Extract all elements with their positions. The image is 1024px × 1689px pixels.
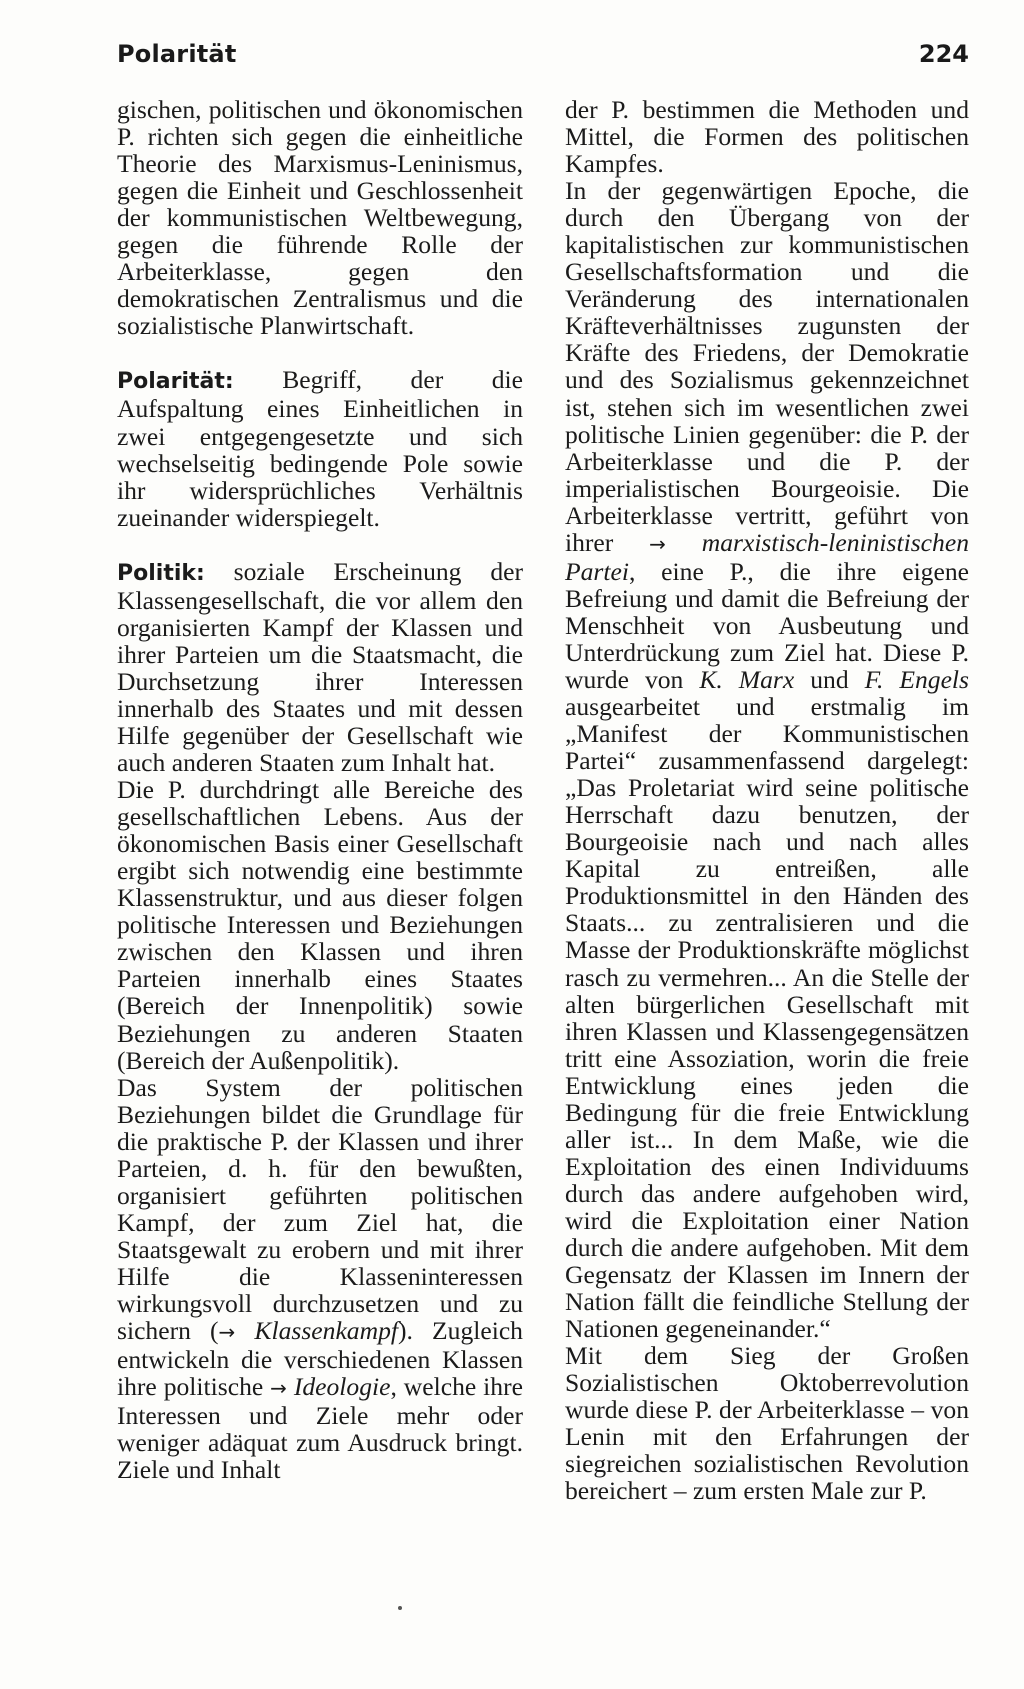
right-column bbox=[565, 96, 969, 1504]
cross-reference-arrow-icon: → bbox=[270, 1376, 287, 1401]
cross-reference-engels[interactable]: F. Engels bbox=[864, 664, 970, 694]
cross-reference-partei[interactable]: marxistisch-leninistischen Partei bbox=[565, 527, 969, 586]
running-head-title: Polarität bbox=[117, 40, 237, 68]
text-segment: Das System der politischen Beziehungen bildet die Grundlage für die praktische P. der Klassen und ihrer Parteien, d. h. für den bewußten, organisiert geführten politischen Kampf, der zum Ziel hat, die Staatsgewalt zu erobern und mit ihrer Hilfe die Klasseninteressen wirkungsvoll durchzusetzen und zu sichern ( bbox=[117, 1072, 523, 1346]
text-segment: und bbox=[794, 664, 865, 694]
right-paragraph-1: der P. bestimmen die Methoden und Mittel, die Formen des politischen Kampfes. bbox=[565, 95, 969, 179]
cross-reference-klassenkampf[interactable]: Klassenkampf bbox=[254, 1316, 398, 1346]
cross-reference-arrow-icon: → bbox=[218, 1320, 236, 1345]
print-speck bbox=[398, 1606, 402, 1610]
running-head bbox=[117, 40, 969, 80]
text-segment: ). Zugleich entwickeln die verschiedenen Klassen ihre politische bbox=[117, 1316, 523, 1402]
entry-term-polaritaet: Polarität: bbox=[117, 369, 234, 395]
politik-paragraph-2: Die P. durchdringt alle Bereiche des gesellschaftlichen Lebens. Aus der ökonomischen Basis einer Gesellschaft ergibt sich notwendig eine bestimmte Klassenstruktur, und aus dieser folgen politische Interessen und Beziehungen zwischen den Klassen und ihren Parteien innerhalb eines Staates (Bereich der Innenpolitik) sowie Beziehungen zu anderen Staaten (Bereich der Außenpolitik). bbox=[117, 775, 523, 1075]
entry-polaritaet bbox=[117, 366, 523, 530]
cross-reference-arrow-icon: → bbox=[649, 531, 666, 556]
cross-reference-marx[interactable]: K. Marx bbox=[699, 664, 795, 694]
text-segment: ausgearbeitet und erstmalig im „Manifest der Kommunistischen Partei“ zusammenfassend dargelegt: „Das Proletariat wird seine politische Herrschaft dazu benutzen, der Bourgeoisie nach und nach alles Kapital zu entreißen, alle Produktionsmittel in den Händen des Staats... zu zentralisieren und die Masse der Produktionskräfte möglichst rasch zu vermehren... An die Stelle der alten bürgerlichen Gesellschaft mit ihren Klassen und Klassengegensätzen tritt eine Assoziation, worin die freie Entwicklung eines jeden die Bedingung für die freie Entwicklung aller ist... In dem Maße, wie die Exploitation des einen Individuums durch das andere aufgehoben wird, wird die Exploitation einer Nation durch die andere aufgehoben. Mit dem Gegensatz der Klassen im Innern der Nation fällt die feindliche Stellung der Nationen gegeneinander.“ bbox=[565, 692, 969, 1344]
cross-reference-ideologie[interactable]: Ideologie bbox=[293, 1372, 391, 1402]
right-paragraph-3: Mit dem Sieg der Großen Sozialistischen Oktoberrevolution wurde diese P. der Arbeiterklasse – von Lenin mit den Erfahrungen der siegreichen sozialistischen Revolution bereichert – zum ersten Male zur P. bbox=[565, 1341, 969, 1506]
page-number: 224 bbox=[918, 40, 969, 68]
entry-politik bbox=[117, 558, 523, 776]
right-paragraph-2 bbox=[565, 177, 969, 1342]
text-segment: , welche ihre Interessen und Ziele mehr oder weniger adäquat zum Ausdruck bringt. Ziele und Inhalt bbox=[117, 1372, 523, 1485]
continuation-paragraph: gischen, politischen und ökonomischen P. richten sich gegen die einheitliche Theorie des Marxismus-Leninismus, gegen die Einheit und Geschlossenheit der kommunistischen Weltbewegung, gegen die führende Rolle der Arbeiterklasse, gegen den demokratischen Zentralismus und die sozialistische Planwirtschaft. bbox=[117, 95, 523, 341]
left-column bbox=[117, 96, 523, 1483]
entry-definition-politik: soziale Erscheinung der Klassengesellschaft, die vor allem den organisierten Kampf der Klassen und ihrer Parteien um die Staatsmacht, die Durchsetzung ihrer Interessen innerhalb des Staates und mit dessen Hilfe gegenüber der Gesellschaft wie auch anderen Staaten zum Inhalt hat. bbox=[117, 556, 523, 778]
entry-term-politik: Politik: bbox=[117, 560, 205, 586]
politik-paragraph-3 bbox=[117, 1074, 523, 1484]
text-segment: In der gegenwärtigen Epoche, die durch den Übergang von der kapitalistischen zur kommunistischen Gesellschaftsformation und die Veränderung des internationalen Kräfteverhältnisses zugunsten der Kräfte des Friedens, der Demokratie und des Sozialismus gekennzeichnet ist, stehen sich im wesentlichen zwei politische Linien gegenüber: die P. der Arbeiterklasse und die P. der imperialistischen Bourgeoisie. Die Arbeiterklasse vertritt, geführt von ihrer bbox=[565, 176, 969, 557]
entry-definition-polaritaet: Begriff, der die Aufspaltung eines Einheitlichen in zwei entgegengesetzte und sich wechselseitig bedingende Pole sowie ihr widersprüchliches Verhältnis zueinander widerspiegelt. bbox=[117, 365, 523, 532]
text-segment: , eine P., die ihre eigene Befreiung und damit die Befreiung der Menschheit von Ausbeutung und Unterdrückung zum Ziel hat. Diese P. wurde von bbox=[565, 556, 969, 694]
